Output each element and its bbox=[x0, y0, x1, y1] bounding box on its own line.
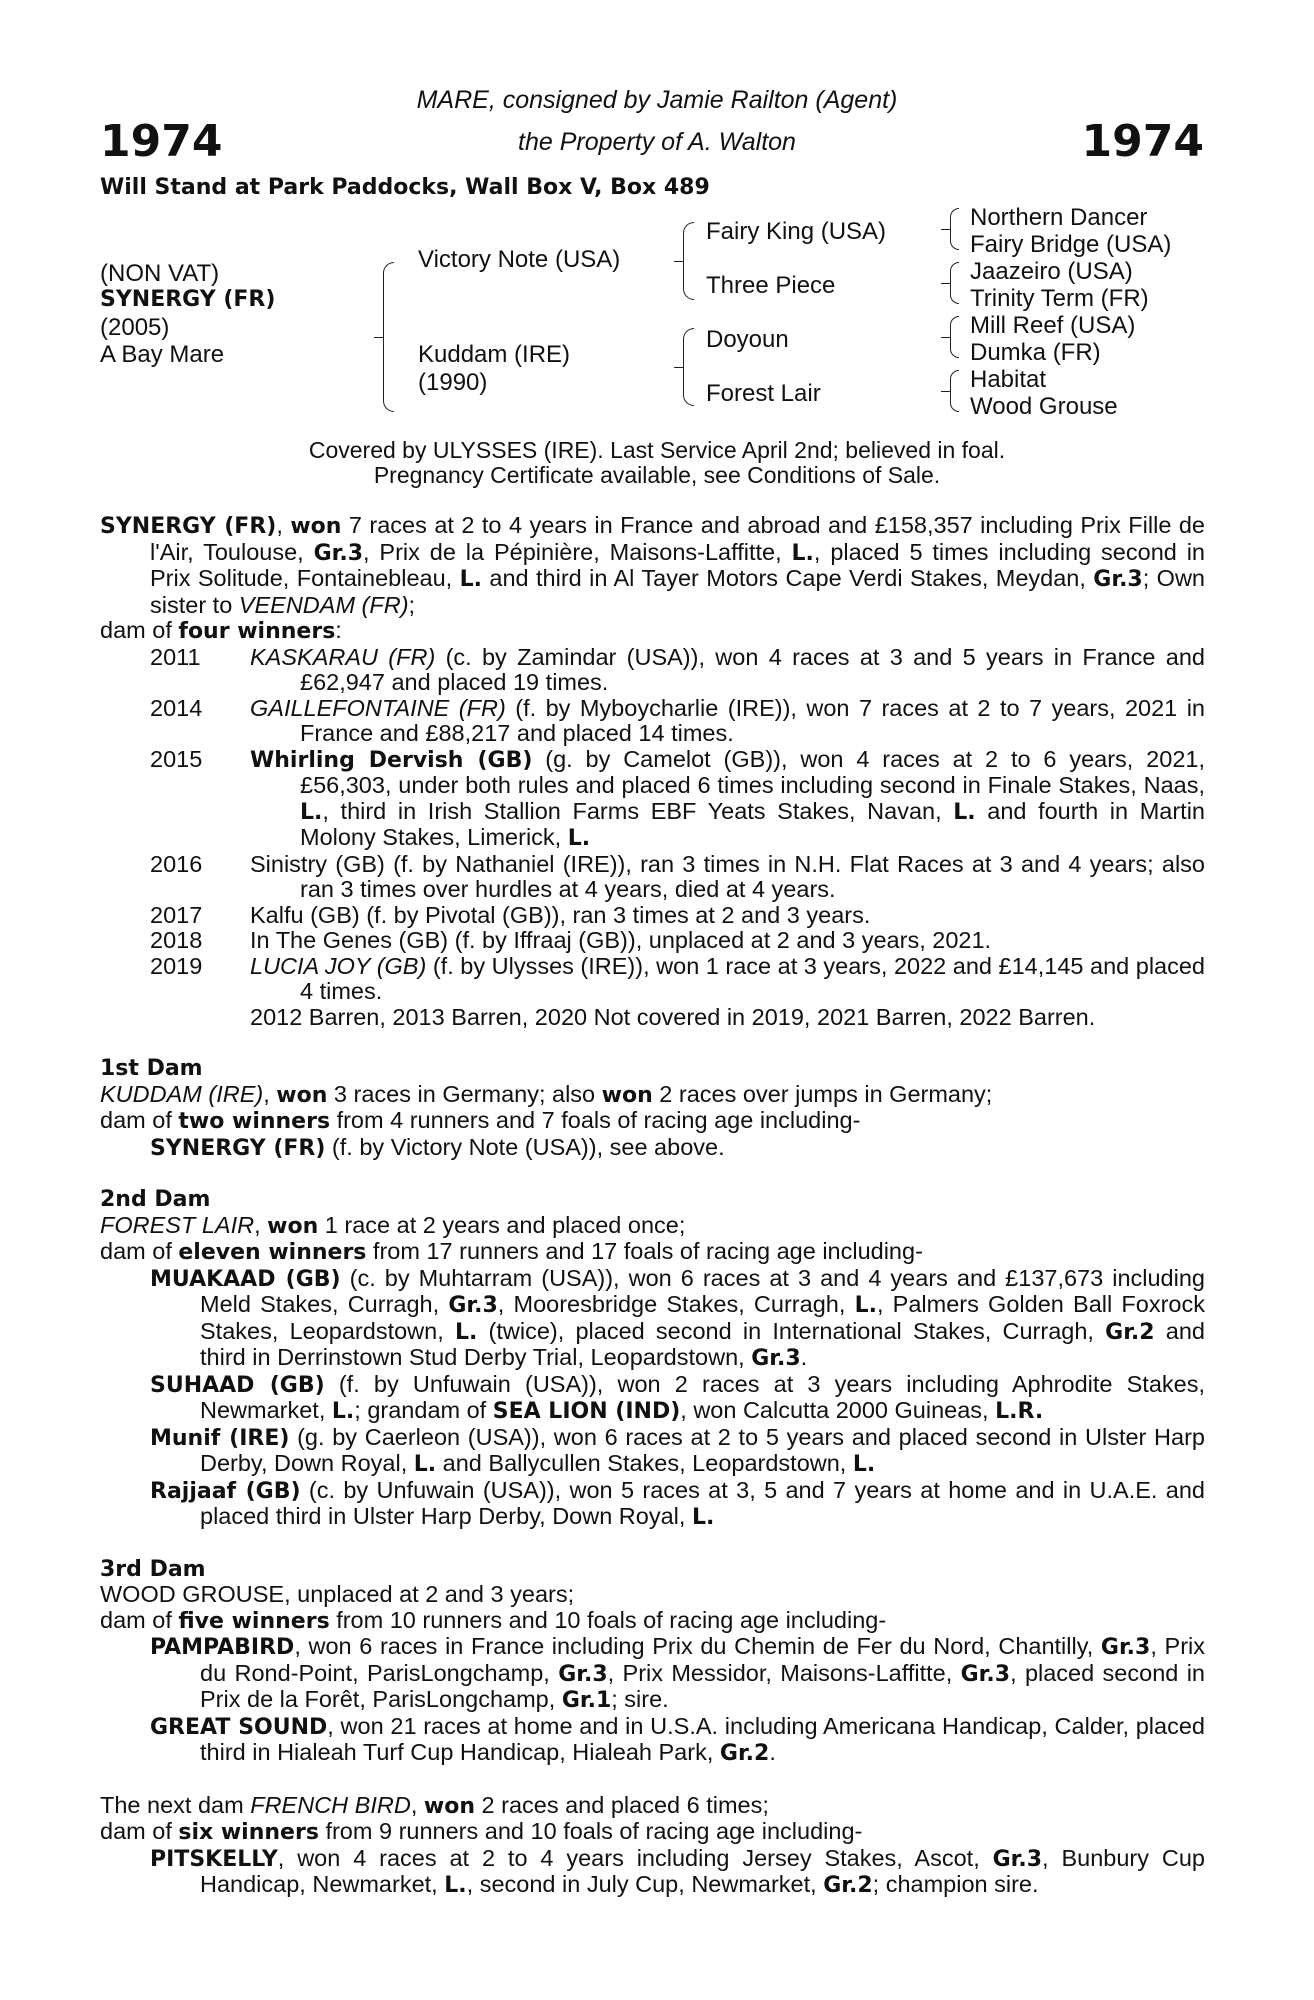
foal-row bbox=[100, 645, 1205, 696]
grandsire-maternal: Doyoun bbox=[706, 326, 789, 353]
text-segment: Gr.3 bbox=[1100, 1635, 1151, 1660]
text-segment: KASKARAU (FR) bbox=[250, 643, 436, 670]
text-segment: Gr.3 bbox=[751, 1346, 801, 1371]
text-segment: WOOD GROUSE, unplaced at 2 and 3 years; bbox=[100, 1581, 575, 1607]
lot-number-left: 1974 bbox=[100, 116, 223, 167]
text-segment: and fourth in Martin Molony Stakes, Limerick, bbox=[300, 797, 1205, 850]
barren-row bbox=[100, 1005, 1205, 1031]
text-segment: two winners bbox=[178, 1109, 331, 1134]
dam-of-line bbox=[100, 618, 1205, 645]
text-segment: VEENDAM (FR) bbox=[238, 591, 409, 618]
grandsire-paternal: Fairy King (USA) bbox=[706, 218, 887, 245]
text-segment: , Prix Messidor, Maisons-Laffitte, bbox=[607, 1659, 961, 1686]
text-segment: SYNERGY (FR) bbox=[100, 514, 277, 539]
text-segment: : bbox=[335, 617, 342, 643]
catalogue-text bbox=[100, 513, 1205, 1899]
text-segment: won bbox=[290, 514, 342, 539]
text-segment: and third in Derrinstown Stud Derby Trial, Leopardstown, bbox=[200, 1317, 1206, 1370]
text-segment: (f. by Ulysses (IRE)), won 1 race at 3 years, 2022 and £14,145 and placed 4 times. bbox=[300, 952, 1205, 1004]
text-segment bbox=[250, 747, 1205, 852]
text-segment: , Prix de la Pépinière, Maisons-Laffitte, bbox=[363, 538, 792, 565]
text-segment: KUDDAM (IRE) bbox=[100, 1080, 264, 1107]
first-dam-section bbox=[100, 1056, 1205, 1161]
text-segment: SUHAAD (GB) bbox=[150, 1372, 325, 1398]
text-segment: and Ballycullen Stakes, Leopardstown, bbox=[436, 1450, 853, 1476]
text-segment: , second in July Cup, Newmarket, bbox=[466, 1871, 824, 1897]
text-segment: won bbox=[267, 1213, 319, 1239]
text-segment: (c. by Unfuwain (USA)), won 5 races at 3, 5 and 7 years at home and in U.A.E. and placed third in Ulster Harp Derby, Down Royal, bbox=[200, 1476, 1205, 1529]
text-segment: Sinistry (GB) (f. by Nathaniel (IRE)), ran 3 times in N.H. Flat Races at 3 and 4 years; also ran 3 times over hurdles at 4 years, died at 4 years. bbox=[250, 850, 1205, 902]
text-segment: from 10 runners and 10 foals of racing age including- bbox=[329, 1606, 887, 1633]
text-segment: LUCIA JOY (GB) bbox=[250, 952, 427, 979]
next-dam-section bbox=[100, 1793, 1205, 1899]
text-segment: L.R. bbox=[995, 1399, 1044, 1424]
text-segment bbox=[100, 1478, 1205, 1531]
text-segment: SEA LION (IND) bbox=[492, 1399, 681, 1424]
text-segment: , placed 5 times including second in Prix Solitude, Fontainebleau, bbox=[150, 538, 1206, 591]
text-segment: , Palmers Golden Ball Foxrock Stakes, Leopardstown, bbox=[200, 1291, 1205, 1344]
text-segment: 2 races and placed 6 times; bbox=[474, 1791, 769, 1818]
sire: Victory Note (USA) bbox=[418, 246, 621, 273]
text-segment bbox=[250, 645, 1205, 696]
text-segment bbox=[100, 1634, 1205, 1714]
lot-number-right: 1974 bbox=[1081, 116, 1204, 167]
text-segment: (c. by Zamindar (USA)), won 4 races at 3 and 5 years in France and £62,947 and placed 19 times. bbox=[300, 643, 1206, 695]
text-segment: (f. by Myboycharlie (IRE)), won 7 races at 2 to 7 years, 2021 in France and £88,217 and placed 14 times. bbox=[300, 694, 1205, 746]
section-heading: 3rd Dam bbox=[100, 1556, 206, 1582]
text-segment: L. bbox=[454, 1319, 478, 1345]
text-segment: 2014 bbox=[150, 694, 203, 721]
text-segment: L. bbox=[413, 1452, 437, 1477]
text-segment: from 17 runners and 17 foals of racing age including- bbox=[366, 1238, 923, 1264]
text-segment: (c. by Muhtarram (USA)), won 6 races at 3 and 4 years and £137,673 including Meld Stakes, Curragh, bbox=[200, 1264, 1205, 1317]
section-heading: 1st Dam bbox=[100, 1056, 203, 1081]
text-segment: won bbox=[423, 1793, 475, 1819]
text-segment: Gr.3 bbox=[313, 540, 364, 566]
text-segment: 2011 bbox=[150, 643, 201, 670]
text-segment: L. bbox=[691, 1505, 715, 1530]
text-segment: Gr.1 bbox=[561, 1688, 612, 1713]
text-segment: 2015 bbox=[150, 745, 203, 772]
brace-ggs-1 bbox=[950, 208, 959, 250]
horse-description: A Bay Mare bbox=[100, 341, 225, 368]
text-segment bbox=[100, 1135, 1205, 1162]
text-segment: dam of bbox=[100, 1238, 179, 1264]
text-segment bbox=[100, 1425, 1205, 1478]
text-segment: L. bbox=[567, 826, 591, 851]
text-segment: SYNERGY (FR) bbox=[150, 1135, 326, 1161]
text-segment: dam of bbox=[100, 1606, 179, 1633]
dam: Kuddam (IRE) bbox=[418, 341, 571, 368]
covered-line: Covered by ULYSSES (IRE). Last Service April 2nd; believed in foal. bbox=[308, 437, 1006, 463]
text-segment: Gr.2 bbox=[823, 1873, 873, 1898]
text-segment bbox=[100, 1846, 1205, 1899]
consignor-line: MARE, consigned by Jamie Railton (Agent) bbox=[416, 86, 898, 114]
foal-row bbox=[100, 852, 1205, 903]
text-segment: Gr.2 bbox=[719, 1741, 770, 1766]
text-segment: 2016 bbox=[150, 850, 203, 877]
text-segment: , Prix du Rond-Point, ParisLongchamp, bbox=[200, 1633, 1205, 1686]
text-segment: five winners bbox=[178, 1608, 330, 1634]
text-segment: 2 races over jumps in Germany; bbox=[652, 1080, 993, 1107]
text-segment: . bbox=[769, 1739, 776, 1765]
brace-sire-parents bbox=[683, 222, 694, 300]
brace-ggs-2 bbox=[950, 262, 959, 304]
text-segment bbox=[100, 1266, 1205, 1372]
text-segment: PAMPABIRD bbox=[150, 1635, 295, 1660]
text-segment: from 9 runners and 10 foals of racing age including- bbox=[318, 1818, 863, 1844]
text-segment: and third in Al Tayer Motors Cape Verdi Stakes, Meydan, bbox=[482, 565, 1094, 591]
text-segment: won bbox=[276, 1082, 328, 1108]
text-segment: . bbox=[800, 1344, 808, 1370]
text-segment: , Bunbury Cup Handicap, Newmarket, bbox=[200, 1844, 1205, 1897]
text-segment: KUDDAM (IRE), won 3 races in Germany; also won 2 races over jumps in Germany; bbox=[100, 1080, 993, 1108]
text-segment: 2012 Barren, 2013 Barren, 2020 Not covered in 2019, 2021 Barren, 2022 Barren. bbox=[250, 1003, 1096, 1030]
brace-ggs-3 bbox=[950, 316, 959, 358]
foal-row bbox=[100, 954, 1205, 1005]
brace-ggs-4 bbox=[950, 370, 959, 412]
text-segment: Gr.3 bbox=[992, 1846, 1043, 1872]
great-grandparent-5: Mill Reef (USA) bbox=[970, 312, 1136, 339]
foal-row bbox=[100, 747, 1205, 852]
text-segment: ; bbox=[408, 591, 416, 618]
text-segment: GAILLEFONTAINE (FR) bbox=[250, 694, 506, 721]
text-segment: (f. by Victory Note (USA)), see above. bbox=[325, 1133, 725, 1160]
text-segment: Gr.3 bbox=[558, 1661, 608, 1687]
horse-name: SYNERGY (FR) bbox=[100, 287, 276, 312]
text-segment: PITSKELLY bbox=[150, 1846, 278, 1872]
text-segment: In The Genes (GB) (f. by Iffraaj (GB)), unplaced at 2 and 3 years, 2021. bbox=[250, 927, 992, 953]
text-segment: Gr.3 bbox=[1093, 567, 1143, 592]
text-segment: 3 races in Germany; also bbox=[327, 1080, 602, 1107]
text-segment: FOREST LAIR, won 1 race at 2 years and placed once; bbox=[100, 1211, 686, 1239]
text-segment: FOREST LAIR bbox=[100, 1211, 255, 1238]
great-grandparent-8: Wood Grouse bbox=[970, 393, 1118, 420]
text-segment bbox=[100, 1005, 250, 1031]
pregnancy-line: Pregnancy Certificate available, see Conditions of Sale. bbox=[373, 462, 941, 488]
vat-status: (NON VAT) bbox=[100, 260, 220, 287]
text-segment: , third in Irish Stallion Farms EBF Yeats Stakes, Navan, bbox=[322, 797, 954, 824]
dam-year: (1990) bbox=[418, 369, 488, 396]
text-segment: six winners bbox=[178, 1820, 319, 1845]
horse-summary: SYNERGY (FR), won 7 races at 2 to 4 years in France and abroad and £158,357 including Prix Fille de l'Air, Toulouse, Gr.3, Prix de la Pépinière, Maisons-Laffitte, L., placed 5 times including second in Prix Solitude, Fontainebleau, L. and third in Al Tayer Motors Cape Verdi Stakes, Meydan, Gr.3; Own sister to VEENDAM (FR); bbox=[100, 512, 1206, 618]
brace-dam-parents bbox=[683, 328, 694, 406]
text-segment: Rajjaaf (GB) bbox=[150, 1478, 301, 1504]
great-grandparent-7: Habitat bbox=[970, 366, 1047, 393]
text-segment: (g. by Camelot (GB)), won 4 races at 2 to 6 years, 2021, £56,303, under both rules and placed 6 times including second in Finale Stakes, Naas, bbox=[300, 745, 1205, 798]
text-segment: L. bbox=[444, 1873, 467, 1898]
third-dam-section bbox=[100, 1557, 1205, 1767]
text-segment bbox=[100, 1108, 1205, 1135]
horse-year: (2005) bbox=[100, 314, 170, 341]
text-segment: four winners bbox=[178, 619, 336, 644]
text-segment: 1 race at 2 years and placed once; bbox=[318, 1211, 686, 1238]
text-segment: , won 21 races at home and in U.S.A. including Americana Handicap, Calder, placed third in Hialeah Turf Cup Handicap, Hialeah Park, bbox=[200, 1712, 1205, 1765]
text-segment: dam of bbox=[100, 1107, 179, 1133]
text-segment: The next dam bbox=[100, 1791, 251, 1818]
text-segment: ; Own sister to bbox=[150, 565, 1205, 618]
text-segment: , won 6 races in France including Prix du Chemin de Fer du Nord, Chantilly, bbox=[294, 1633, 1101, 1659]
text-segment: L. bbox=[459, 567, 482, 592]
property-line: the Property of A. Walton bbox=[518, 128, 796, 156]
text-segment: 7 races at 2 to 4 years in France and abroad and £158,357 including Prix Fille de l'Air, Toulouse, bbox=[150, 512, 1205, 565]
text-segment: , won 4 races at 2 to 4 years including Jersey Stakes, Ascot, bbox=[277, 1844, 993, 1871]
great-grandparent-6: Dumka (FR) bbox=[970, 339, 1101, 366]
text-segment: 2018 bbox=[150, 927, 203, 953]
text-segment: (g. by Caerleon (USA)), won 6 races at 2 to 5 years and placed second in Ulster Harp Derby, Down Royal, bbox=[200, 1423, 1205, 1476]
text-segment: GREAT SOUND bbox=[150, 1714, 328, 1740]
text-segment bbox=[100, 1819, 1205, 1846]
great-grandparent-2: Fairy Bridge (USA) bbox=[970, 231, 1172, 258]
text-segment bbox=[100, 1372, 1205, 1425]
foal-row bbox=[100, 696, 1205, 747]
text-segment: Gr.2 bbox=[1105, 1319, 1155, 1345]
text-segment bbox=[100, 1714, 1205, 1767]
text-segment: FRENCH BIRD bbox=[250, 1791, 411, 1818]
text-segment: 2017 bbox=[150, 901, 203, 928]
text-segment bbox=[100, 1239, 1205, 1266]
text-segment: ; sire. bbox=[611, 1686, 669, 1712]
text-segment: Whirling Dervish (GB) bbox=[250, 747, 533, 773]
foal-row bbox=[100, 903, 1205, 929]
text-segment: L. bbox=[852, 1452, 876, 1477]
text-segment: Kalfu (GB) (f. by Pivotal (GB)), ran 3 times at 2 and 3 years. bbox=[250, 901, 871, 928]
brace-sire-dam bbox=[383, 262, 394, 412]
text-segment bbox=[100, 1608, 1205, 1635]
text-segment: , placed second in Prix de la Forêt, ParisLongchamp, bbox=[200, 1659, 1205, 1712]
text-segment: (twice), placed second in International Stakes, Curragh, bbox=[477, 1317, 1106, 1344]
text-segment: The next dam FRENCH BIRD, won 2 races and placed 6 times; bbox=[100, 1791, 769, 1819]
text-segment: L. bbox=[854, 1293, 877, 1318]
text-segment: dam of bbox=[100, 617, 179, 643]
text-segment: L. bbox=[331, 1399, 355, 1424]
text-segment: Gr.3 bbox=[448, 1293, 498, 1318]
foal-row bbox=[100, 928, 1205, 954]
text-segment bbox=[250, 696, 1205, 747]
text-segment: dam of bbox=[100, 1818, 179, 1844]
text-segment: L. bbox=[300, 799, 323, 825]
text-segment: eleven winners bbox=[178, 1240, 367, 1265]
text-segment: (f. by Unfuwain (USA)), won 2 races at 3 years including Aphrodite Stakes, Newmarket, bbox=[200, 1370, 1206, 1423]
stand-location: Will Stand at Park Paddocks, Wall Box V, Box 489 bbox=[100, 175, 710, 200]
great-grandparent-1: Northern Dancer bbox=[970, 204, 1148, 231]
text-segment: ; grandam of bbox=[354, 1397, 493, 1423]
text-segment: won bbox=[601, 1082, 653, 1108]
great-grandparent-4: Trinity Term (FR) bbox=[970, 285, 1149, 312]
text-segment: , Mooresbridge Stakes, Curragh, bbox=[497, 1291, 855, 1317]
text-segment: from 4 runners and 7 foals of racing age including- bbox=[330, 1107, 861, 1133]
text-segment: 2019 bbox=[150, 952, 203, 979]
text-segment: ; champion sire. bbox=[872, 1871, 1039, 1897]
text-segment: , won Calcutta 2000 Guineas, bbox=[680, 1397, 996, 1423]
text-segment: Munif (IRE) bbox=[150, 1425, 290, 1451]
text-segment bbox=[250, 954, 1205, 1005]
second-dam-section bbox=[100, 1187, 1205, 1531]
text-segment: Gr.3 bbox=[960, 1661, 1011, 1687]
great-grandparent-3: Jaazeiro (USA) bbox=[970, 258, 1133, 285]
granddam-paternal: Three Piece bbox=[706, 272, 836, 299]
text-segment: L. bbox=[791, 540, 814, 566]
text-segment: L. bbox=[953, 799, 976, 825]
text-segment: MUAKAAD (GB) bbox=[150, 1266, 341, 1292]
granddam-maternal: Forest Lair bbox=[706, 380, 821, 407]
section-heading: 2nd Dam bbox=[100, 1187, 211, 1212]
